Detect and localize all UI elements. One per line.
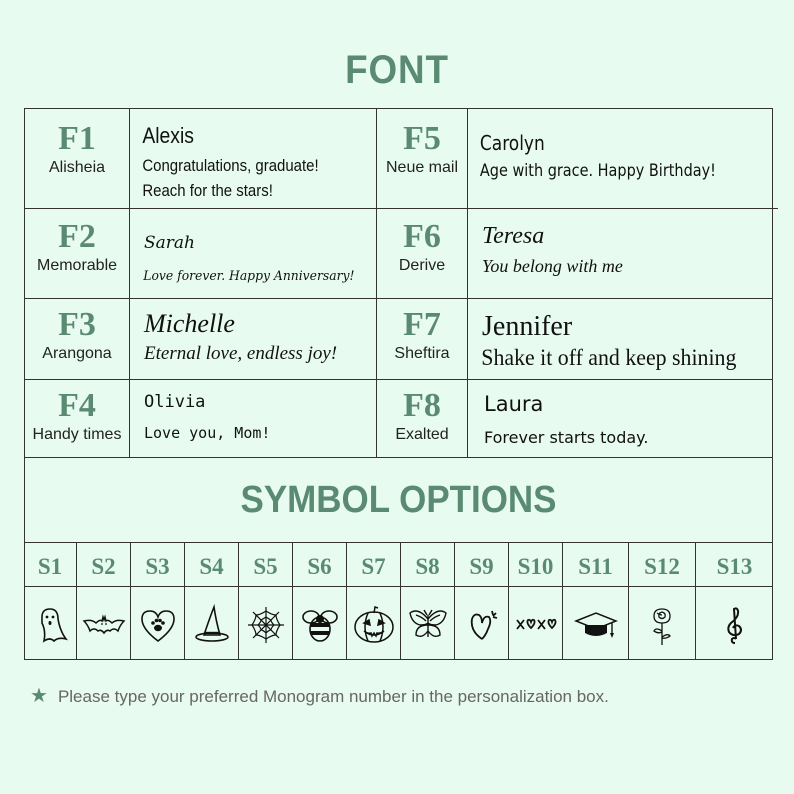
treble-clef-icon — [713, 603, 757, 647]
font-code-cell — [377, 299, 468, 379]
font-sample — [468, 209, 772, 298]
heart-paw-icon — [136, 603, 180, 647]
font-code-cell — [377, 209, 468, 298]
sample-name: Alexis — [142, 123, 194, 148]
witch-hat-icon — [190, 603, 234, 647]
font-sample — [130, 299, 377, 379]
font-name: Neue mail — [385, 159, 459, 176]
bat-icon — [82, 603, 126, 647]
font-code-cell — [25, 299, 130, 379]
font-name: Arangona — [42, 345, 112, 362]
sample-text: Reach for the stars! — [142, 181, 273, 200]
sample-text: Age with grace. Happy Birthday! — [479, 161, 716, 181]
font-row — [25, 299, 772, 380]
font-code: F8 — [403, 387, 441, 424]
symbol-code: S11 — [563, 543, 628, 587]
symbol-section — [24, 457, 773, 660]
sample-text: You belong with me — [482, 256, 623, 276]
symbol-option — [696, 543, 773, 660]
font-name: Handy times — [32, 426, 122, 443]
font-code: F6 — [403, 218, 441, 255]
sample-name: Jennifer — [482, 311, 573, 342]
heart-sparkle-icon — [460, 603, 504, 647]
font-name: Sheftira — [394, 345, 450, 362]
font-table — [24, 108, 773, 458]
symbol-option — [185, 543, 239, 660]
sample-name: Teresa — [482, 223, 545, 249]
symbol-code: S5 — [239, 543, 292, 587]
font-code-cell — [25, 109, 130, 208]
ghost-icon — [28, 603, 72, 647]
symbol-option — [401, 543, 455, 660]
font-code: F2 — [58, 218, 96, 255]
sample-name: Olivia — [144, 392, 206, 412]
page-title: FONT — [345, 48, 449, 92]
symbol-code: S9 — [455, 543, 508, 587]
symbol-option — [347, 543, 401, 660]
symbol-option — [509, 543, 563, 660]
font-code: F1 — [58, 120, 96, 157]
sample-text: Forever starts today. — [484, 428, 649, 447]
xoxo-icon — [514, 603, 558, 647]
font-code: F5 — [403, 120, 441, 157]
bee-icon — [298, 603, 342, 647]
rose-icon — [640, 603, 684, 647]
symbol-option — [563, 543, 629, 660]
graduation-cap-icon — [574, 603, 618, 647]
font-sample — [130, 209, 377, 298]
font-sample — [130, 109, 377, 208]
font-sample — [468, 299, 772, 379]
butterfly-icon — [406, 603, 450, 647]
font-code-cell — [25, 380, 130, 458]
font-name: Derive — [398, 257, 446, 274]
sample-name: Carolyn — [479, 131, 545, 155]
symbol-code: S13 — [696, 543, 773, 587]
symbol-code: S1 — [24, 543, 76, 587]
symbol-code: S6 — [293, 543, 346, 587]
sample-name: Michelle — [144, 309, 235, 338]
font-code: F4 — [58, 387, 96, 424]
symbol-option — [24, 543, 77, 660]
font-name: Exalted — [395, 426, 449, 443]
sample-text: Congratulations, graduate! — [142, 156, 319, 175]
symbol-grid — [24, 542, 773, 660]
font-row — [25, 380, 772, 458]
pumpkin-icon — [352, 603, 396, 647]
font-sample — [468, 380, 772, 458]
font-code-cell — [25, 209, 130, 298]
symbol-code: S7 — [347, 543, 400, 587]
sample-text: Love forever. Happy Anniversary! — [143, 269, 355, 284]
divider — [772, 208, 778, 209]
instruction-note — [30, 683, 609, 708]
font-code: F7 — [403, 306, 441, 343]
symbol-option — [239, 543, 293, 660]
symbol-code: S3 — [131, 543, 184, 587]
symbol-code: S12 — [629, 543, 695, 587]
font-code: F3 — [58, 306, 96, 343]
symbol-option — [455, 543, 509, 660]
font-name: Alisheia — [48, 159, 106, 176]
symbol-option — [77, 543, 131, 660]
sample-text: Love you, Mom! — [144, 424, 271, 442]
sample-name: Sarah — [144, 233, 195, 253]
font-sample — [130, 380, 377, 458]
star-icon: ★ — [30, 685, 48, 707]
font-name: Memorable — [36, 257, 118, 274]
font-row — [25, 209, 772, 299]
symbol-code: S10 — [509, 543, 562, 587]
font-row — [25, 109, 772, 209]
symbol-code: S2 — [77, 543, 130, 587]
symbol-option — [293, 543, 347, 660]
font-code-cell — [377, 380, 468, 458]
symbol-option — [131, 543, 185, 660]
symbol-code: S4 — [185, 543, 238, 587]
symbol-option — [629, 543, 696, 660]
font-code-cell — [377, 109, 468, 208]
sample-text: Eternal love, endless joy! — [144, 343, 338, 364]
font-sample — [468, 109, 772, 208]
spider-web-icon — [244, 603, 288, 647]
sample-text: Shake it off and keep shining — [481, 345, 737, 370]
symbol-code: S8 — [401, 543, 454, 587]
sample-name: Laura — [484, 392, 544, 416]
note-text: Please type your preferred Monogram number in the personalization box. — [57, 687, 609, 706]
symbol-section-title: SYMBOL OPTIONS — [240, 479, 557, 521]
